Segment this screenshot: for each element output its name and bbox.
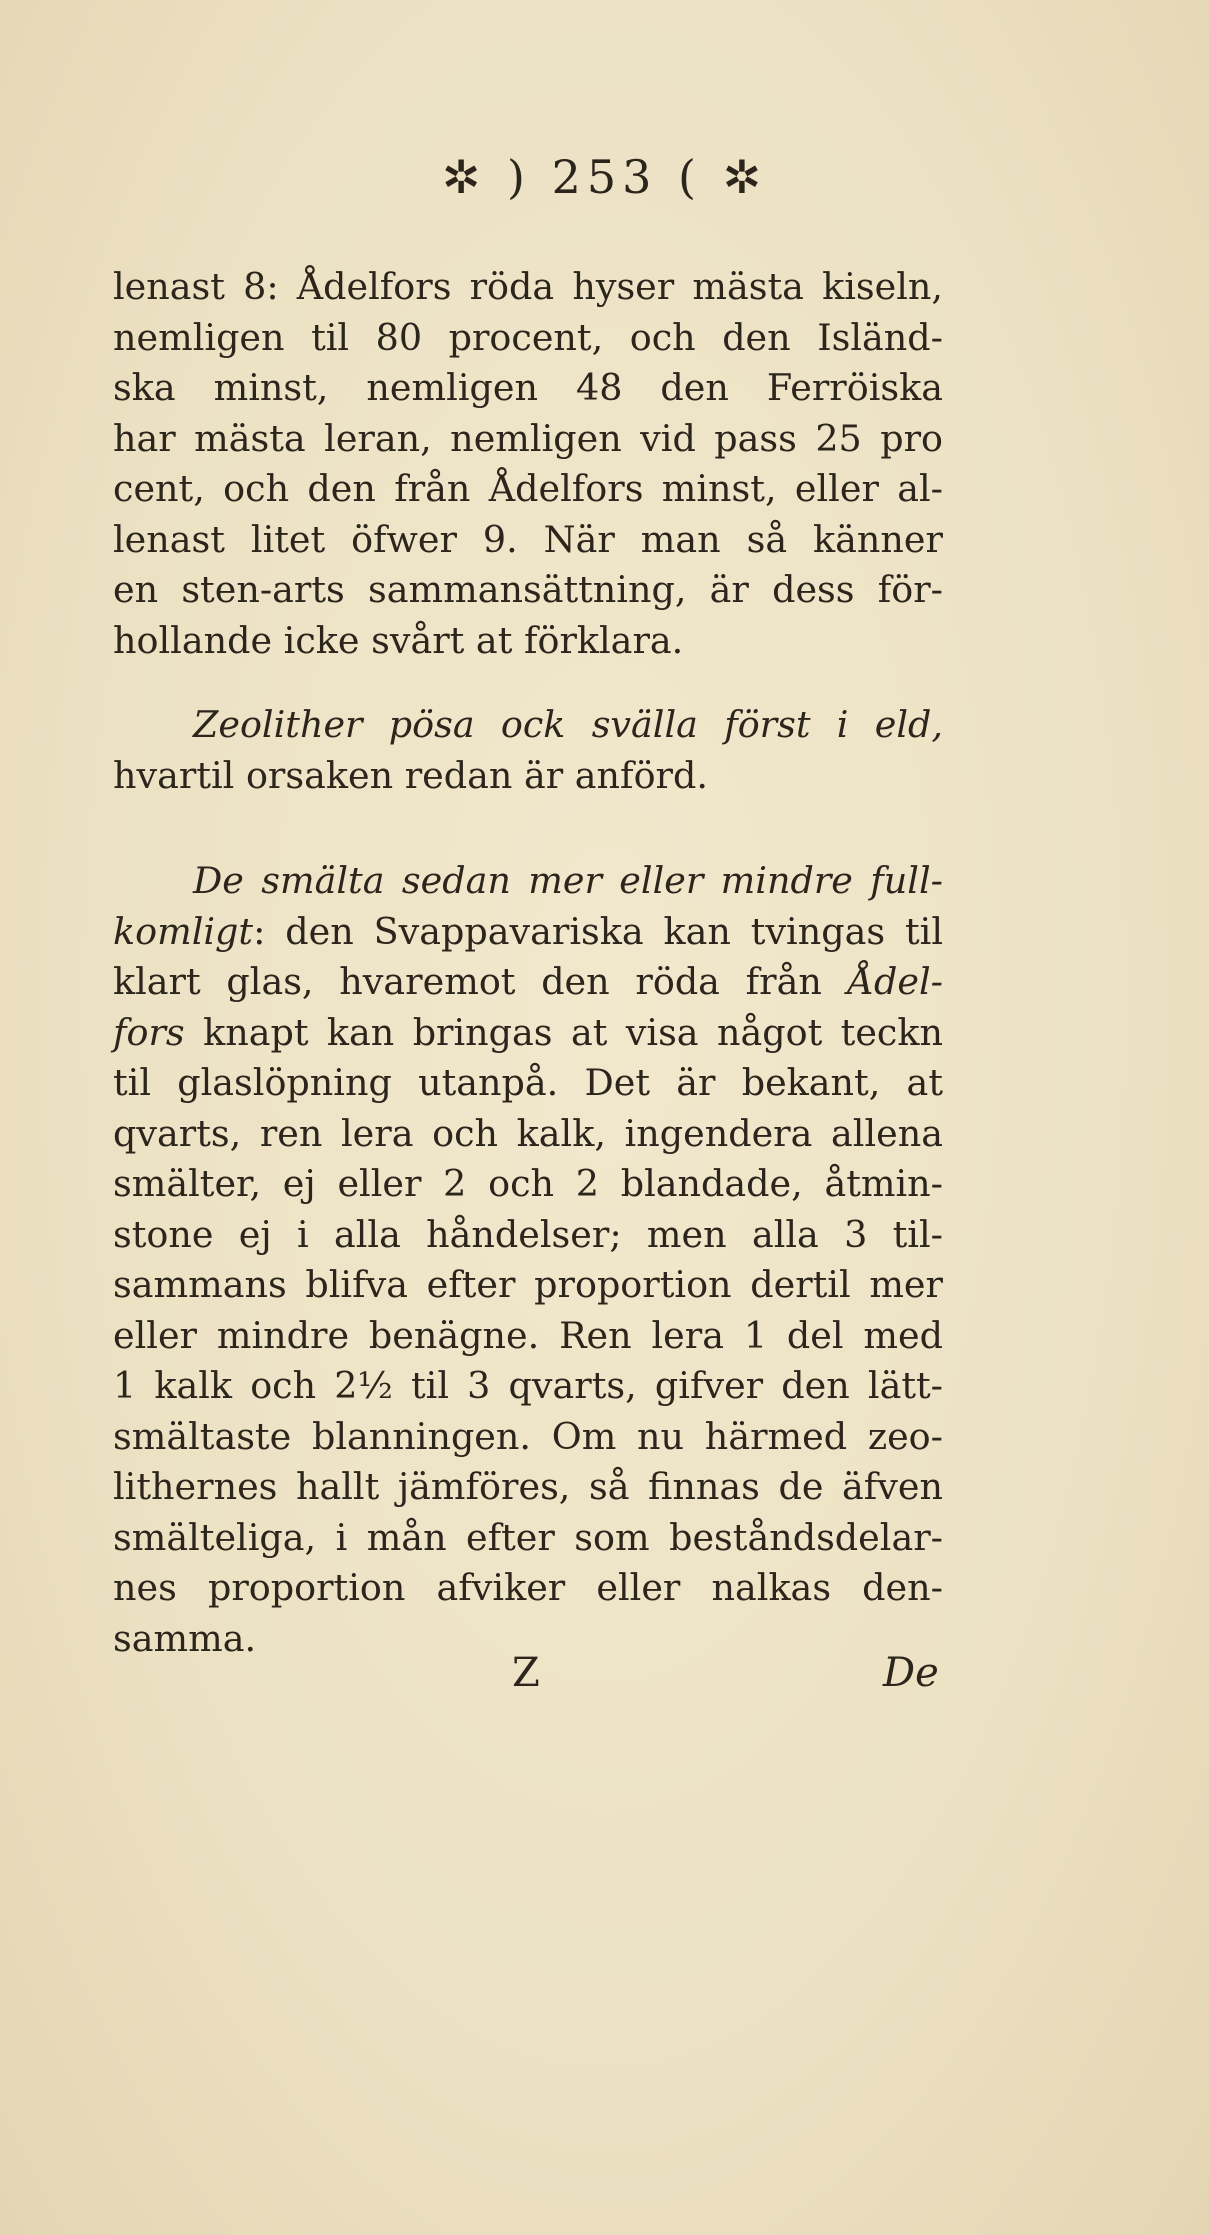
text-line: nes proportion afviker eller nalkas den-	[113, 1566, 943, 1609]
text-fragment: knapt kan bringas at visa något teckn	[203, 1010, 943, 1054]
text-line: lenast 8: Ådelfors röda hyser mästa kiseln,	[113, 265, 943, 308]
text-line	[113, 957, 943, 1008]
text-line: smälter, ej eller 2 och 2 blandade, åtmin-	[113, 1162, 943, 1205]
paragraph-1	[113, 262, 943, 666]
text-line: smälteliga, i mån efter som beståndsdelar-	[113, 1515, 943, 1559]
catchword: De	[883, 1650, 939, 1696]
text-line: har mästa leran, nemligen vid pass 25 pro	[113, 416, 943, 460]
signature-mark: Z	[512, 1650, 540, 1696]
italic-word: Ådel-	[847, 960, 943, 1003]
paragraph-2	[113, 700, 943, 801]
text-line: eller mindre benägne. Ren lera 1 del med	[113, 1313, 943, 1357]
page-header: ✲ ) 253 ( ✲	[441, 150, 768, 204]
text-line: lithernes hallt jämföres, så finnas de äfven	[113, 1465, 943, 1508]
text-line: hollande icke svårt at förklara.	[113, 618, 684, 662]
text-line: 1 kalk och 2½ til 3 qvarts, gifver den lätt-	[113, 1364, 943, 1407]
text-fragment: : den Svappavariska kan tvingas til	[253, 909, 943, 953]
paragraph-3	[113, 856, 943, 1664]
text-line: sammans blifva efter proportion dertil mer	[113, 1263, 943, 1306]
text-line	[113, 1008, 943, 1059]
text-line: smältaste blanningen. Om nu härmed zeo-	[113, 1414, 943, 1458]
text-line: cent, och den från Ådelfors minst, eller al-	[113, 467, 943, 510]
text-line: samma.	[113, 1616, 257, 1660]
text-line: ska minst, nemligen 48 den Ferröiska	[113, 366, 943, 409]
text-line: nemligen til 80 procent, och den Isländ-	[113, 315, 943, 359]
italic-word: komligt	[113, 909, 254, 953]
italic-heading-line: De smälta sedan mer eller mindre full-	[193, 859, 943, 902]
text-fragment: klart glas, hvaremot den röda från	[113, 960, 822, 1003]
text-line: stone ej i alla håndelser; men alla 3 til-	[113, 1212, 943, 1256]
text-line: til glaslöpning utanpå. Det är bekant, at	[113, 1061, 943, 1104]
text-line: en sten-arts sammansättning, är dess för-	[113, 568, 943, 611]
text-line	[113, 907, 943, 958]
text-line: lenast litet öfwer 9. När man så känner	[113, 517, 943, 561]
italic-word: fors	[113, 1010, 185, 1054]
text-line: hvartil orsaken redan är anförd.	[113, 753, 708, 797]
text-line: qvarts, ren lera och kalk, ingendera allena	[113, 1111, 943, 1155]
italic-heading-line: Zeolither pösa ock svälla först i eld,	[193, 703, 943, 746]
